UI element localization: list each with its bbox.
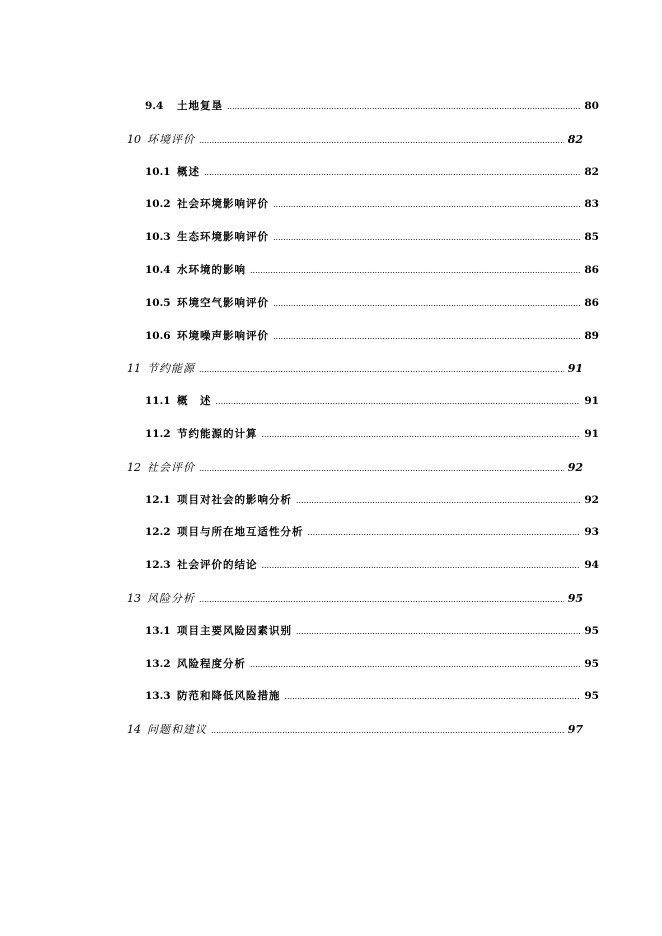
entry-title: 风险分析	[147, 592, 195, 605]
entry-page-number: 95	[584, 657, 599, 670]
toc-section-entry[interactable]	[145, 262, 599, 282]
dot-leader	[273, 200, 580, 209]
entry-title: 生态环境影响评价	[177, 231, 269, 244]
dot-leader	[199, 595, 564, 604]
entry-title: 问题和建议	[147, 723, 207, 737]
dot-leader	[199, 365, 564, 374]
entry-number: 11.1	[145, 395, 171, 408]
entry-title: 节约能源的计算	[177, 428, 258, 440]
dot-leader	[273, 233, 580, 242]
toc-section-entry[interactable]	[145, 688, 599, 708]
entry-number: 11	[127, 362, 141, 376]
entry-title: 土地复垦	[177, 100, 223, 112]
entry-title: 项目与所在地互适性分析	[177, 526, 304, 539]
entry-title: 项目对社会的影响分析	[177, 493, 292, 506]
entry-page-number: 91	[567, 362, 583, 376]
entry-title: 社会环境影响评价	[177, 198, 269, 211]
entry-page-number: 92	[567, 460, 583, 474]
entry-title: 概述	[177, 165, 200, 178]
entry-title: 水环境的影响	[177, 264, 246, 276]
dot-leader	[262, 561, 581, 570]
entry-page-number: 95	[567, 592, 583, 605]
entry-page-number: 91	[584, 395, 599, 408]
entry-title: 节约能源	[147, 362, 195, 376]
entry-page-number: 82	[584, 165, 599, 178]
toc-section-entry[interactable]	[145, 393, 599, 413]
entry-number: 12.3	[145, 559, 171, 572]
entry-number: 14	[127, 723, 141, 737]
entry-page-number: 89	[584, 329, 599, 342]
toc-chapter-entry[interactable]	[127, 721, 583, 741]
dot-leader	[262, 430, 581, 439]
toc-section-entry[interactable]	[145, 524, 599, 544]
toc-section-entry[interactable]	[145, 328, 599, 348]
entry-page-number: 95	[584, 690, 599, 703]
toc-section-entry[interactable]	[145, 164, 599, 184]
entry-number: 10.2	[145, 198, 171, 211]
toc-chapter-entry[interactable]	[127, 131, 583, 151]
entry-title: 环境噪声影响评价	[177, 329, 269, 342]
entry-number: 9.4	[145, 100, 164, 112]
entry-page-number: 93	[584, 526, 599, 539]
dot-leader	[296, 627, 580, 636]
entry-title: 概 述	[177, 395, 212, 408]
entry-page-number: 97	[567, 723, 583, 737]
entry-page-number: 85	[584, 231, 599, 244]
entry-number: 10.1	[145, 165, 171, 178]
dot-leader	[250, 266, 580, 275]
toc-section-entry[interactable]	[145, 426, 599, 446]
entry-number: 12	[127, 460, 141, 474]
toc-chapter-entry[interactable]	[127, 459, 583, 479]
dot-leader	[296, 496, 580, 505]
dot-leader	[199, 464, 564, 473]
dot-leader	[204, 168, 580, 177]
toc-section-entry[interactable]	[145, 295, 599, 315]
entry-title: 项目主要风险因素识别	[177, 624, 292, 637]
entry-title: 防范和降低风险措施	[177, 690, 281, 703]
dot-leader	[285, 692, 581, 701]
entry-page-number: 92	[584, 493, 599, 506]
toc-section-entry[interactable]	[145, 623, 599, 643]
entry-number: 10.6	[145, 329, 171, 342]
entry-page-number: 86	[584, 264, 599, 276]
dot-leader	[211, 726, 564, 735]
entry-title: 社会评价的结论	[177, 559, 258, 572]
entry-title: 环境评价	[147, 132, 195, 146]
entry-number: 13	[127, 592, 141, 605]
entry-number: 11.2	[145, 428, 171, 440]
entry-title: 社会评价	[147, 460, 195, 474]
entry-title: 环境空气影响评价	[177, 296, 269, 309]
entry-number: 10.5	[145, 296, 171, 309]
entry-number: 13.3	[145, 690, 171, 703]
entry-number: 10.3	[145, 231, 171, 244]
entry-title: 风险程度分析	[177, 657, 246, 670]
toc-chapter-entry[interactable]	[127, 360, 583, 380]
dot-leader	[250, 660, 580, 669]
entry-page-number: 94	[584, 559, 599, 572]
entry-page-number: 80	[584, 100, 599, 112]
dot-leader	[216, 397, 581, 406]
dot-leader	[273, 332, 580, 341]
toc-section-entry[interactable]	[145, 492, 599, 512]
entry-page-number: 83	[584, 198, 599, 211]
dot-leader	[199, 136, 564, 145]
entry-page-number: 82	[567, 132, 583, 146]
dot-leader	[308, 528, 581, 537]
entry-number: 12.2	[145, 526, 171, 539]
toc-section-entry[interactable]	[145, 196, 599, 216]
toc-section-entry[interactable]	[145, 557, 599, 577]
entry-page-number: 91	[584, 428, 599, 440]
entry-number: 12.1	[145, 493, 171, 506]
entry-number: 13.2	[145, 657, 171, 670]
toc-chapter-entry[interactable]	[127, 590, 583, 610]
toc-section-entry[interactable]	[145, 229, 599, 249]
toc-section-entry[interactable]	[145, 656, 599, 676]
entry-page-number: 86	[584, 296, 599, 309]
entry-number: 10	[127, 132, 141, 146]
entry-number: 13.1	[145, 624, 171, 637]
dot-leader	[273, 299, 580, 308]
entry-page-number: 95	[584, 624, 599, 637]
dot-leader	[227, 102, 580, 111]
entry-number: 10.4	[145, 264, 171, 276]
toc-section-entry[interactable]	[145, 98, 599, 118]
